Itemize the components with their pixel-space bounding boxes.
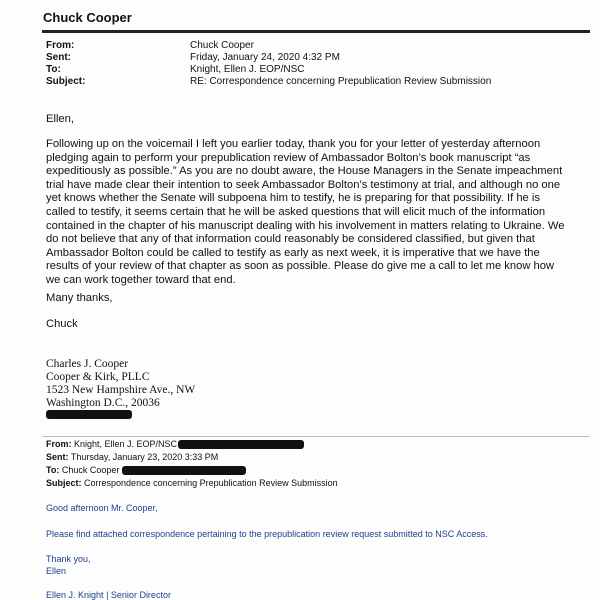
fwd-subject-line xyxy=(46,478,338,488)
signature-city: Washington D.C., 20036 xyxy=(46,397,160,409)
fwd-sig-title: Senior Director xyxy=(110,590,171,600)
fwd-signature-line xyxy=(46,590,171,600)
sign-off-name: Chuck xyxy=(46,318,78,330)
sent-value: Friday, January 24, 2020 4:32 PM xyxy=(190,52,340,63)
from-label: From: xyxy=(46,40,75,51)
fwd-to-value: Chuck Cooper xyxy=(61,465,120,475)
fwd-from-label: From: xyxy=(46,439,72,449)
fwd-sig-separator: | xyxy=(106,590,109,600)
fwd-name: Ellen xyxy=(46,566,67,576)
signature-firm: Cooper & Kirk, PLLC xyxy=(46,371,150,383)
title-divider xyxy=(42,30,590,33)
fwd-sig-name: Ellen J. Knight xyxy=(46,590,104,600)
fwd-to-label: To: xyxy=(46,465,60,475)
message-body: Following up on the voicemail I left you earlier today, thank you for your letter of yesterday afternoon pledging again to perform your prepublication review of Ambassador Bolton’s book manuscript “as expeditiously as possible.” As you are no doubt aware, the House Managers in the Senate impeachment trial have made clear their intention to seek Ambassador Bolton’s testimony at trial, and although no one yet knows whether the Senate will subpoena him to testify, he is preparing for that possibility. If he is called to testify, it seems certain that he will be asked questions that will elicit much of the information contained in the chapter of his manuscript dealing with his involvement in matters relating to Ukraine. We do not believe that any of that information could reasonably be considered classified, but given that Ambassador Bolton could be called to testify as early as next week, it is imperative that we have the results of your review of that chapter as soon as possible. Please do give me a call to let me know how we can work together toward that end. xyxy=(46,138,565,286)
fwd-body: Please find attached correspondence pertaining to the prepublication review request submitted to NSC Access. xyxy=(46,529,488,539)
fwd-subject-label: Subject: xyxy=(46,478,82,488)
thread-divider xyxy=(42,436,590,437)
sent-label: Sent: xyxy=(46,52,71,63)
sender-title: Chuck Cooper xyxy=(43,10,132,25)
closing: Many thanks, xyxy=(46,292,113,304)
greeting: Ellen, xyxy=(46,113,74,125)
fwd-greeting: Good afternoon Mr. Cooper, xyxy=(46,503,158,513)
fwd-sent-label: Sent: xyxy=(46,452,69,462)
fwd-sent-line xyxy=(46,452,218,462)
signature-address: 1523 New Hampshire Ave., NW xyxy=(46,384,196,396)
fwd-sent-value: Thursday, January 23, 2020 3:33 PM xyxy=(70,452,219,462)
fwd-from-value: Knight, Ellen J. EOP/NSC xyxy=(74,439,178,449)
fwd-from-line xyxy=(46,439,177,449)
fwd-thanks: Thank you, xyxy=(46,554,91,564)
redacted-email-from xyxy=(178,440,304,449)
subject-value: RE: Correspondence concerning Prepublication Review Submission xyxy=(190,76,492,87)
fwd-to-line xyxy=(46,465,119,475)
from-value: Chuck Cooper xyxy=(190,40,254,51)
subject-label: Subject: xyxy=(46,76,86,87)
redacted-phone xyxy=(46,410,132,419)
redacted-email-to xyxy=(122,466,246,475)
fwd-subject-value: Correspondence concerning Prepublication Review Submission xyxy=(84,478,338,488)
signature-name: Charles J. Cooper xyxy=(46,358,129,370)
to-value: Knight, Ellen J. EOP/NSC xyxy=(190,64,305,75)
to-label: To: xyxy=(46,64,61,75)
